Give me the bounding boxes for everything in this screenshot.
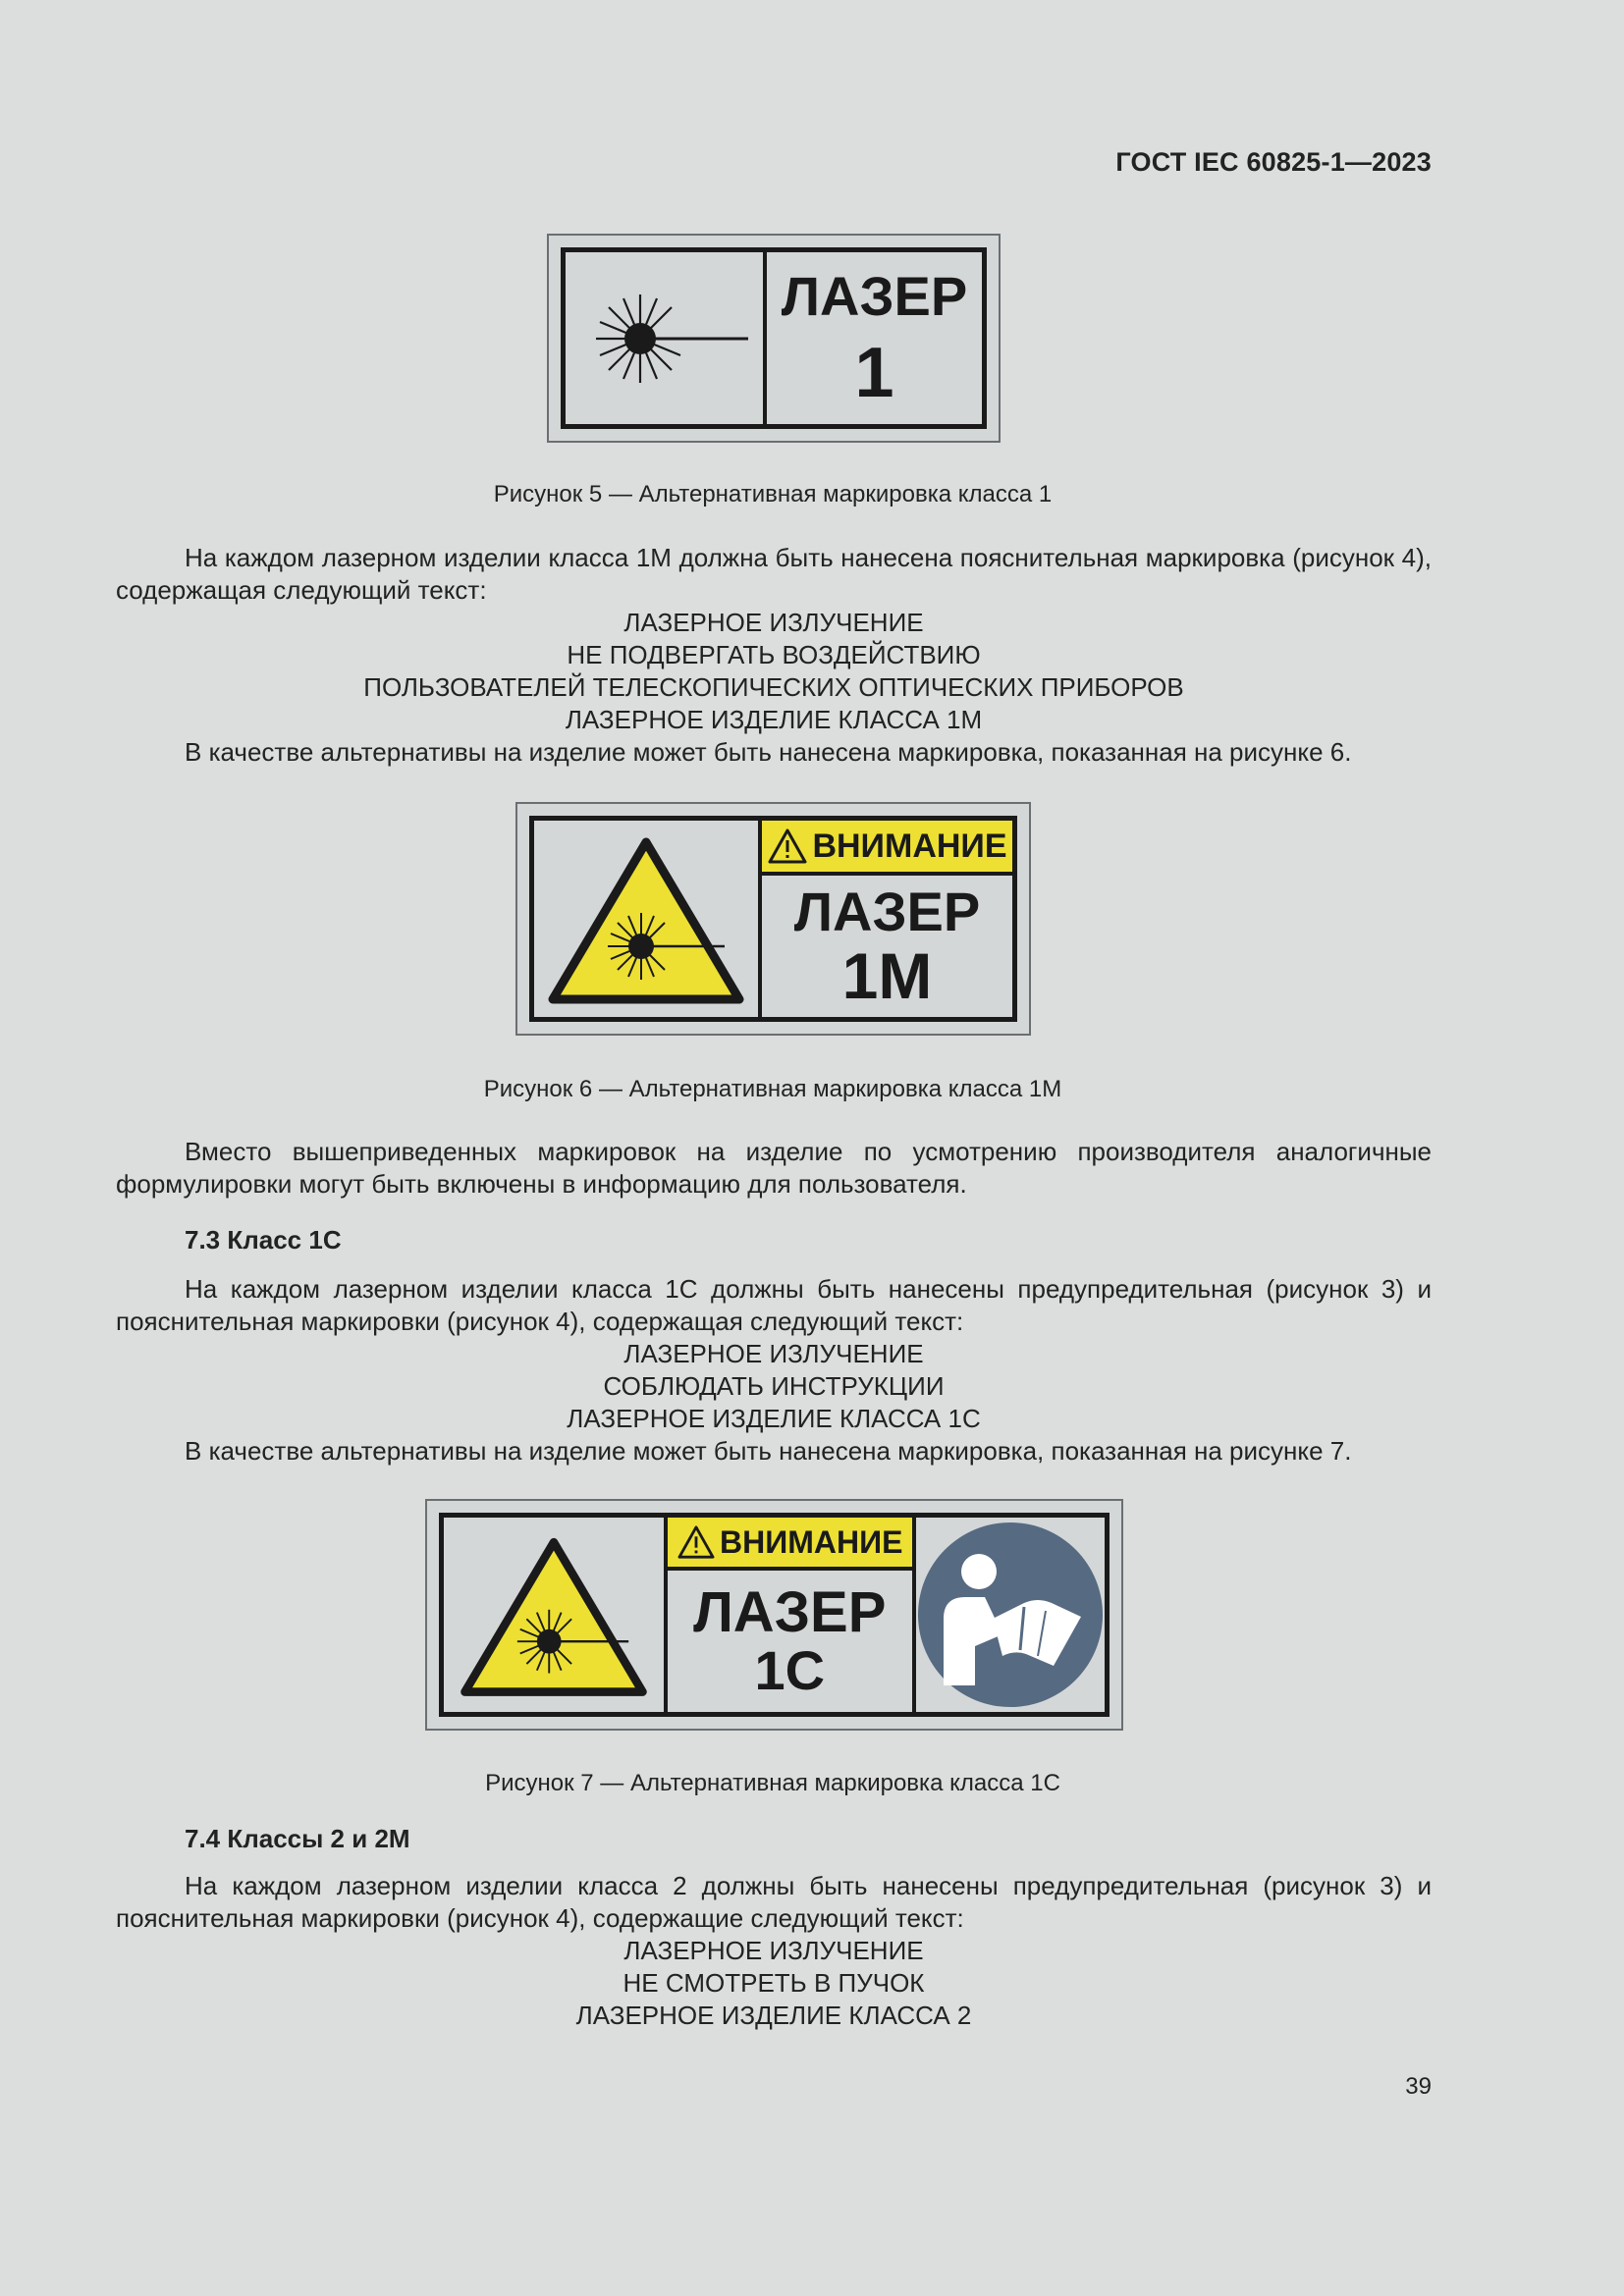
paragraph: На каждом лазерном изделии класса 1С должны быть нанесены предупредительная (рисунок 3) и пояснительная маркировки (рисунок 4), содержащая следующий текст: [116, 1274, 1432, 1336]
paragraph: На каждом лазерном изделии класса 2 должны быть нанесены предупредительная (рисунок 3) и пояснительная маркировки (рисунок 4), содержащие следующий текст: [116, 1871, 1432, 1933]
paragraph: Вместо вышеприведенных маркировок на изделие по усмотрению производителя аналогичные формулировки могут быть включены в информацию для пользователя. [116, 1137, 1432, 1199]
sign-title: ЛАЗЕР [781, 264, 968, 327]
warning-triangle-icon [677, 1524, 716, 1560]
laser-class-cell [762, 821, 1012, 1017]
laser-triangle-cell [534, 821, 762, 1017]
warning-bar [668, 1518, 912, 1571]
warning-bar [762, 821, 1012, 876]
figure-5-sign [547, 234, 1001, 443]
laser-warning-triangle-icon [543, 830, 749, 1007]
warning-word: ВНИМАНИЕ [720, 1523, 903, 1560]
laser-class-cell [668, 1518, 916, 1712]
label-line: ЛАЗЕРНОЕ ИЗДЕЛИЕ КЛАССА 1M [565, 705, 983, 734]
mandatory-sign-cell [916, 1518, 1105, 1712]
paragraph: На каждом лазерном изделии класса 1M должна быть нанесена пояснительная маркировка (рисунок 4), содержащая следующий текст: [116, 543, 1432, 605]
sign-title: ЛАЗЕР [793, 881, 981, 942]
warning-triangle-icon [767, 828, 808, 865]
page-number: 39 [1405, 2073, 1432, 2100]
laser-symbol-cell [566, 252, 767, 424]
label-line: ЛАЗЕРНОЕ ИЗЛУЧЕНИЕ [623, 1936, 924, 1965]
figure-7-caption: Рисунок 7 — Альтернативная маркировка класса 1С [485, 1770, 1060, 1796]
figure-6-sign [515, 802, 1031, 1036]
label-line: НЕ ПОДВЕРГАТЬ ВОЗДЕЙСТВИЮ [567, 640, 981, 669]
read-manual-icon [916, 1521, 1105, 1709]
label-line: НЕ СМОТРЕТЬ В ПУЧОК [623, 1968, 925, 1998]
label-line: ЛАЗЕРНОЕ ИЗДЕЛИЕ КЛАССА 1С [567, 1404, 981, 1433]
laser-triangle-cell [444, 1518, 668, 1712]
sign-title: ЛАЗЕР [693, 1580, 887, 1644]
user-info-text [116, 1136, 1432, 1201]
section-heading: 7.4 Классы 2 и 2М [185, 1824, 410, 1853]
sign-class: 1 [854, 333, 894, 412]
sign-class: 1С [754, 1639, 826, 1701]
label-line: ЛАЗЕРНОЕ ИЗДЕЛИЕ КЛАССА 2 [575, 2001, 972, 2030]
laser-warning-triangle-icon [456, 1529, 652, 1701]
label-line: СОБЛЮДАТЬ ИНСТРУКЦИИ [603, 1371, 945, 1401]
laser-starburst-icon [576, 275, 753, 402]
section-heading: 7.3 Класс 1С [185, 1225, 342, 1255]
label-line: ПОЛЬЗОВАТЕЛЕЙ ТЕЛЕСКОПИЧЕСКИХ ОПТИЧЕСКИХ ПРИБОРОВ [363, 672, 1184, 702]
standard-code: ГОСТ IEC 60825-1—2023 [1115, 147, 1432, 177]
section-1m-text [116, 542, 1432, 769]
warning-word: ВНИМАНИЕ [812, 827, 1007, 865]
paragraph: В качестве альтернативы на изделие может быть нанесена маркировка, показанная на рисунке 6. [185, 737, 1352, 767]
label-line: ЛАЗЕРНОЕ ИЗЛУЧЕНИЕ [623, 608, 924, 637]
laser-class-cell [767, 252, 982, 424]
figure-7-sign [425, 1499, 1123, 1731]
section-2-text [116, 1870, 1432, 2032]
paragraph: В качестве альтернативы на изделие может быть нанесена маркировка, показанная на рисунке 7. [185, 1436, 1352, 1466]
section-1c-text [116, 1273, 1432, 1468]
figure-6-caption: Рисунок 6 — Альтернативная маркировка класса 1M [483, 1076, 1062, 1102]
sign-class: 1M [841, 939, 933, 1012]
figure-5-caption: Рисунок 5 — Альтернативная маркировка класса 1 [493, 481, 1053, 507]
label-line: ЛАЗЕРНОЕ ИЗЛУЧЕНИЕ [623, 1339, 924, 1368]
